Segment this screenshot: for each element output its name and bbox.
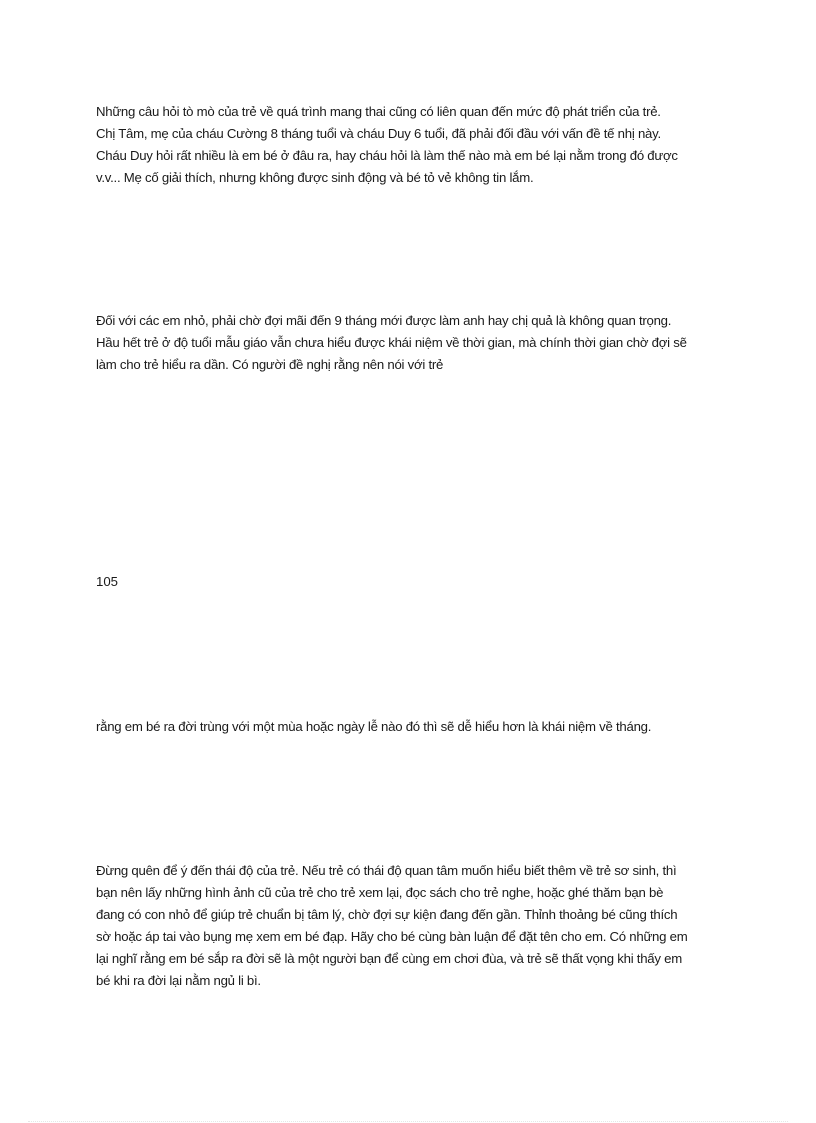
paragraph-season-explanation — [96, 716, 736, 738]
text-line: lại nghĩ rằng em bé sắp ra đời sẽ là một người bạn để cùng em chơi đùa, và trẻ sẽ thất vọng khi thấy em — [96, 951, 682, 966]
text-line: làm cho trẻ hiểu ra dần. Có người đề nghị rằng nên nói với trẻ — [96, 357, 444, 372]
page-number: 105 — [96, 574, 119, 589]
text-line: Đối với các em nhỏ, phải chờ đợi mãi đến 9 tháng mới được làm anh hay chị quả là không quan trọng. — [96, 313, 672, 328]
text-line: Cháu Duy hỏi rất nhiều là em bé ở đâu ra, hay cháu hỏi là làm thế nào mà em bé lại nằm trong đó được — [96, 148, 678, 163]
paragraph-waiting-time — [96, 310, 736, 376]
text-line: Hầu hết trẻ ở độ tuổi mẫu giáo vẫn chưa hiểu được khái niệm về thời gian, mà chính thời gian chờ đợi sẽ — [96, 335, 687, 350]
paragraph-pregnancy-questions — [96, 101, 736, 189]
text-line: Chị Tâm, mẹ của cháu Cường 8 tháng tuổi và cháu Duy 6 tuổi, đã phải đối đầu với vấn đề tế nhị này. — [96, 126, 661, 141]
text-line: đang có con nhỏ để giúp trẻ chuẩn bị tâm lý, chờ đợi sự kiện đang đến gần. Thỉnh thoảng bé cũng thích — [96, 907, 678, 922]
text-line: Những câu hỏi tò mò của trẻ về quá trình mang thai cũng có liên quan đến mức độ phát triển của trẻ. — [96, 104, 661, 119]
text-line: rằng em bé ra đời trùng với một mùa hoặc ngày lễ nào đó thì sẽ dễ hiểu hơn là khái niệm về tháng. — [96, 719, 652, 734]
paragraph-child-attitude — [96, 860, 736, 992]
text-line: sờ hoặc áp tai vào bụng mẹ xem em bé đạp. Hãy cho bé cùng bàn luận để đặt tên cho em. Có những em — [96, 929, 688, 944]
page-bottom-rule — [28, 1121, 788, 1122]
text-line: Đừng quên để ý đến thái độ của trẻ. Nếu trẻ có thái độ quan tâm muốn hiểu biết thêm về trẻ sơ sinh, thì — [96, 863, 677, 878]
text-line: bạn nên lấy những hình ảnh cũ của trẻ cho trẻ xem lại, đọc sách cho trẻ nghe, hoặc ghé thăm bạn bè — [96, 885, 664, 900]
text-line: bé khi ra đời lại nằm ngủ li bì. — [96, 973, 261, 988]
text-line: v.v... Mẹ cố giải thích, nhưng không được sinh động và bé tỏ vẻ không tin lắm. — [96, 170, 534, 185]
